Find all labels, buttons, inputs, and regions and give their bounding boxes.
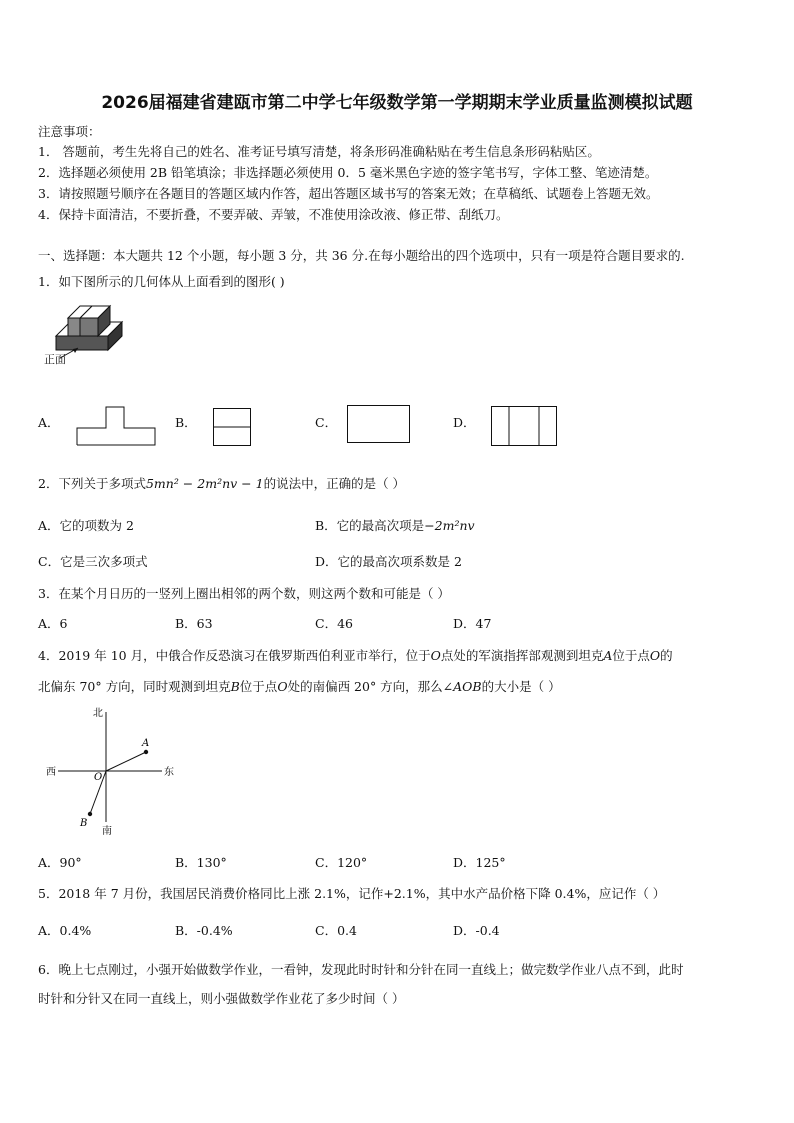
q1-option-c-figure [347,405,410,443]
south-label: 南 [102,826,112,837]
west-label: 西 [46,767,56,778]
q4-option-d: D．125° [453,855,506,870]
q3-option-b: B．63 [175,616,213,631]
q4-line2-b: 位于点 [239,679,278,694]
q5-option-d: D．-0.4 [453,923,500,938]
q2-option-a: A．它的项数为 2 [38,518,134,533]
front-label: 正面 [44,353,66,366]
question-4-line-2 [38,677,561,695]
compass-diagram [40,704,190,839]
q2-option-d: D．它的最高次项系数是 2 [315,554,462,569]
q4-point-o: O [430,648,441,663]
question-1-stem: 1．如下图所示的几何体从上面看到的图形( ) [38,274,285,289]
q1-option-a-figure [76,406,156,446]
q4-line2-a: 北偏东 70° 方向，同时观测到坦克 [38,679,231,694]
q1-option-d: D． [453,415,476,430]
q3-option-c: C．46 [315,616,353,631]
question-2-stem [38,474,405,492]
q4-line1-b: 点处的军演指挥部观测到坦克 [440,648,604,663]
q4-angle-aob: AOB [453,679,482,694]
origin-label: O [94,772,103,783]
q4-point-a: A [603,648,613,663]
section-heading: 一、选择题：本大题共 12 个小题，每小题 3 分，共 36 分.在每小题给出的四个选项中，只有一项是符合题目要求的. [38,248,685,263]
q3-option-a: A．6 [38,616,68,631]
q4-point-o-3: O [277,679,288,694]
question-5-stem: 5．2018 年 7 月份，我国居民消费价格同比上涨 2.1%，记作+2.1%，其中水产品价格下降 0.4%，应记作（ ） [38,886,666,901]
q1-option-a: A． [38,415,60,430]
q2-polynomial: 5mn² − 2m²nv − 1 [145,476,264,491]
q4-option-a: A．90° [38,855,82,870]
notice-item-3: 3．请按照题号顺序在各题目的答题区域内作答，超出答题区域书写的答案无效；在草稿纸、试题卷上答题无效。 [38,186,659,201]
q2-option-b-expr: −2m²nv [424,518,475,533]
north-label: 北 [93,708,103,719]
q2-stem-post: 的说法中，正确的是（ ） [263,476,406,491]
q1-option-c: C． [315,415,338,430]
question-6-line-2: 时针和分针又在同一直线上，则小强做数学作业花了多少时间（ ） [38,991,405,1006]
q2-stem-pre: 2．下列关于多项式 [38,476,146,491]
q2-option-b-text: B．它的最高次项是 [315,518,425,533]
q5-option-c: C．0.4 [315,923,357,938]
q4-line2-d: 的大小是（ ） [481,679,561,694]
point-b-label: B [80,818,88,829]
q4-option-b: B．130° [175,855,227,870]
notice-heading: 注意事项： [38,124,101,139]
q4-line1-a: 4．2019 年 10 月，中俄合作反恐演习在俄罗斯西伯利亚市举行，位于 [38,648,431,663]
q4-point-o-2: O [649,648,661,663]
q5-option-b: B．-0.4% [175,923,233,938]
q1-option-b: B． [175,415,197,430]
q1-option-d-figure [491,406,557,446]
q2-option-c: C．它是三次多项式 [38,554,148,569]
notice-item-1: 1． 答题前，考生先将自己的姓名、准考证号填写清楚，将条形码准确粘贴在考生信息条形码粘贴区。 [38,144,600,159]
page-title: 2026届福建省建瓯市第二中学七年级数学第一学期期末学业质量监测模拟试题 [101,93,693,113]
q4-option-c: C．120° [315,855,368,870]
question-6-line-1: 6．晚上七点刚过，小强开始做数学作业，一看钟，发现此时时针和分针在同一直线上；做完数学作业八点不到，此时 [38,962,684,977]
q4-line1-c: 位于点 [612,648,650,663]
q3-option-d: D．47 [453,616,492,631]
q4-line1-d: 的 [660,648,673,663]
q4-line2-c: 处的南偏西 20° 方向，那么∠ [287,679,454,694]
notice-item-4: 4．保持卡面清洁，不要折叠，不要弄破、弄皱，不准使用涂改液、修正带、刮纸刀。 [38,207,509,222]
east-label: 东 [164,767,174,778]
question-3-stem: 3．在某个月日历的一竖列上圈出相邻的两个数，则这两个数和可能是（ ） [38,586,450,601]
q1-option-b-figure [213,408,251,446]
notice-item-2: 2．选择题必须使用 2B 铅笔填涂；非选择题必须使用 0．5 毫米黑色字迹的签字笔书写，字体工整、笔迹清楚。 [38,165,658,180]
q4-point-b: B [230,679,240,694]
q2-option-b [315,516,475,534]
point-a-label: A [142,738,150,749]
question-4-line-1 [38,646,673,664]
q5-option-a: A．0.4% [38,923,92,938]
